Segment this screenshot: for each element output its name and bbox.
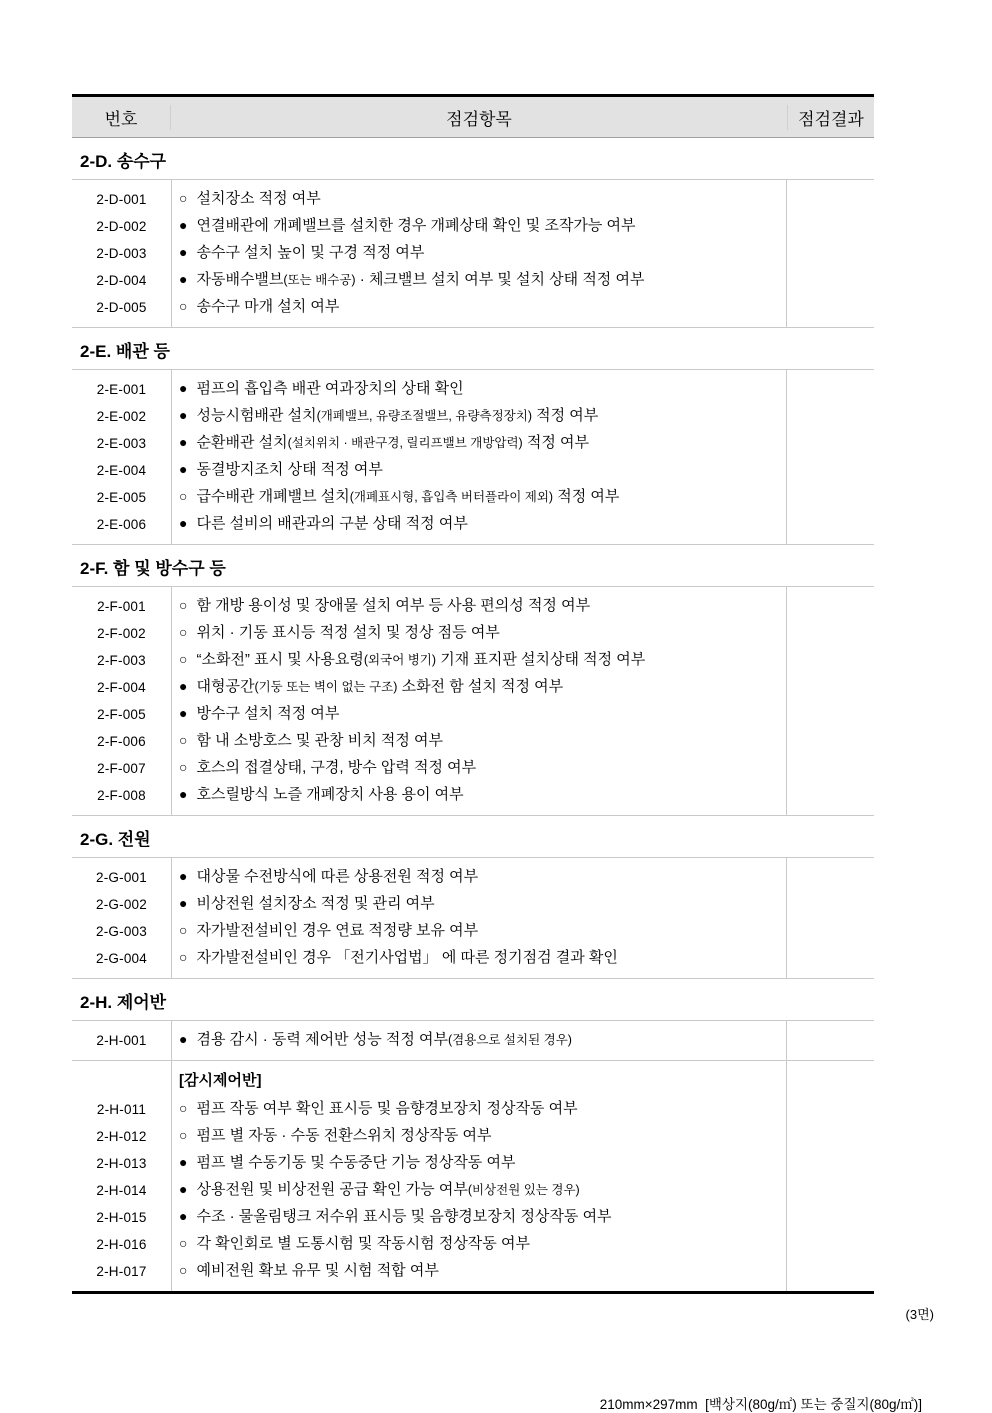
open-circle-marker: ○	[179, 759, 188, 776]
filled-circle-marker: ●	[179, 868, 188, 885]
section-title-2-G: 2-G. 전원	[72, 816, 874, 858]
checklist-row	[72, 918, 874, 945]
row-number: 2-E-004	[96, 463, 147, 478]
checklist-row	[72, 511, 874, 538]
row-item	[171, 1181, 787, 1200]
paper-spec-note: 210mm×297mm [백상지(80g/㎡) 또는 중질지(80g/㎡)]	[599, 1397, 922, 1412]
item-text: 자가발전설비인 경우 연료 적정량 보유 여부	[196, 922, 479, 940]
open-circle-marker: ○	[179, 190, 188, 207]
filled-circle-marker: ●	[179, 895, 188, 912]
row-item	[171, 1235, 787, 1254]
row-number: 2-F-001	[97, 599, 146, 614]
item-text: 소화전 함 설치 적정 여부	[397, 678, 564, 696]
checklist-row	[72, 891, 874, 918]
item-text: 적정 여부	[531, 407, 599, 425]
item-text: 연결배관에 개폐밸브를 설치한 경우 개폐상태 확인 및 조작가능 여부	[196, 217, 636, 235]
item-text: 자동배수밸브	[196, 271, 284, 289]
row-item	[171, 786, 787, 805]
row-number: 2-D-003	[96, 246, 147, 261]
row-item	[171, 298, 787, 317]
item-text: 급수배관 개폐밸브 설치	[196, 488, 350, 506]
checklist-row	[72, 403, 874, 430]
item-text: 수조 · 물올림탱크 저수위 표시등 및 음향경보장치 정상작동 여부	[196, 1208, 612, 1226]
row-number: 2-H-015	[96, 1210, 147, 1225]
row-number: 2-H-017	[96, 1264, 147, 1279]
section-title-2-F: 2-F. 함 및 방수구 등	[72, 545, 874, 587]
checklist-row	[72, 376, 874, 403]
row-item	[171, 624, 787, 643]
open-circle-marker: ○	[179, 1127, 188, 1144]
row-number: 2-H-011	[96, 1102, 147, 1117]
item-text: (외국어 병기)	[363, 653, 437, 668]
checklist-row	[72, 430, 874, 457]
row-item	[171, 1154, 787, 1173]
row-number: 2-F-007	[97, 761, 146, 776]
checklist-row	[72, 864, 874, 891]
row-item	[171, 1127, 787, 1146]
row-number: 2-F-004	[97, 680, 146, 695]
block-label-row	[72, 1067, 874, 1096]
open-circle-marker: ○	[179, 922, 188, 939]
item-text: 순환배관 설치	[196, 434, 288, 452]
row-number: 2-D-005	[96, 300, 147, 315]
checklist-row	[72, 647, 874, 674]
checklist-row	[72, 1177, 874, 1204]
item-text: 다른 설비의 배관과의 구분 상태 적정 여부	[196, 515, 468, 533]
row-item	[171, 678, 787, 697]
item-text: 위치 · 기동 표시등 적정 설치 및 정상 점등 여부	[196, 624, 500, 642]
row-item	[171, 1072, 787, 1091]
checklist-row	[72, 701, 874, 728]
checklist-row	[72, 1123, 874, 1150]
item-text: 기재 표지판 설치상태 적정 여부	[436, 651, 646, 669]
item-text: (개폐밸브, 유량조절밸브, 유량측정장치)	[316, 409, 532, 424]
filled-circle-marker: ●	[179, 1208, 188, 1225]
row-item	[171, 190, 787, 209]
item-text: 펌프의 흡입측 배관 여과장치의 상태 확인	[196, 380, 464, 398]
item-text: 펌프 작동 여부 확인 표시등 및 음향경보장치 정상작동 여부	[196, 1100, 578, 1118]
item-text: 대형공간	[196, 678, 255, 696]
row-item	[171, 732, 787, 751]
row-item	[171, 1031, 787, 1050]
filled-circle-marker: ●	[179, 244, 188, 261]
row-number: 2-E-001	[96, 382, 147, 397]
open-circle-marker: ○	[179, 1262, 188, 1279]
row-item	[171, 217, 787, 236]
row-number: 2-D-002	[96, 219, 147, 234]
item-text: · 체크밸브 설치 여부 및 설치 상태 적정 여부	[355, 271, 645, 289]
open-circle-marker: ○	[179, 1100, 188, 1117]
checklist-row	[72, 674, 874, 701]
row-item	[171, 461, 787, 480]
row-item	[171, 949, 787, 968]
table-header-row	[72, 97, 874, 138]
row-number: 2-E-003	[96, 436, 147, 451]
open-circle-marker: ○	[179, 488, 188, 505]
row-item	[171, 705, 787, 724]
section-block-2-H	[72, 1021, 874, 1061]
open-circle-marker: ○	[179, 949, 188, 966]
row-item	[171, 271, 787, 290]
checklist-row	[72, 1150, 874, 1177]
item-text: 비상전원 설치장소 적정 및 관리 여부	[196, 895, 435, 913]
item-text: (겸용으로 설치된 경우)	[448, 1033, 572, 1048]
section-block-2-G	[72, 858, 874, 979]
page-number-note: (3면)	[905, 1307, 934, 1322]
filled-circle-marker: ●	[179, 380, 188, 397]
row-number: 2-F-005	[97, 707, 146, 722]
checklist-row	[72, 240, 874, 267]
row-number: 2-G-003	[96, 924, 147, 939]
item-text: 함 개방 용이성 및 장애물 설치 여부 등 사용 편의성 적정 여부	[196, 597, 591, 615]
checklist-row	[72, 1231, 874, 1258]
item-text: (또는 배수공)	[283, 273, 356, 288]
filled-circle-marker: ●	[179, 1154, 188, 1171]
item-text: 설치장소 적정 여부	[196, 190, 321, 208]
item-text: 상용전원 및 비상전원 공급 확인 가능 여부	[196, 1181, 468, 1199]
filled-circle-marker: ●	[179, 407, 188, 424]
filled-circle-marker: ●	[179, 271, 188, 288]
row-number: 2-G-001	[96, 870, 147, 885]
item-text: 방수구 설치 적정 여부	[196, 705, 340, 723]
filled-circle-marker: ●	[179, 705, 188, 722]
row-item	[171, 759, 787, 778]
item-text: 송수구 마개 설치 여부	[196, 298, 340, 316]
item-text: 적정 여부	[522, 434, 590, 452]
checklist-row	[72, 620, 874, 647]
row-item	[171, 434, 787, 453]
row-item	[171, 244, 787, 263]
checklist-row	[72, 1027, 874, 1054]
row-number: 2-E-005	[96, 490, 147, 505]
checklist-row	[72, 755, 874, 782]
row-number: 2-F-008	[97, 788, 146, 803]
item-text: 대상물 수전방식에 따른 상용전원 적정 여부	[196, 868, 479, 886]
row-number: 2-F-006	[97, 734, 146, 749]
row-number: 2-F-002	[97, 626, 146, 641]
checklist-row	[72, 1258, 874, 1285]
item-text: 호스의 접결상태, 구경, 방수 압력 적정 여부	[196, 759, 477, 777]
section-title-2-E: 2-E. 배관 등	[72, 328, 874, 370]
item-text: (기둥 또는 벽이 없는 구조)	[254, 680, 398, 695]
row-number: 2-F-003	[97, 653, 146, 668]
checklist-row	[72, 186, 874, 213]
section-block-2-E	[72, 370, 874, 545]
open-circle-marker: ○	[179, 597, 188, 614]
item-text: 펌프 별 자동 · 수동 전환스위치 정상작동 여부	[196, 1127, 492, 1145]
open-circle-marker: ○	[179, 651, 188, 668]
filled-circle-marker: ●	[179, 434, 188, 451]
row-item	[171, 895, 787, 914]
item-text: 각 확인회로 별 도통시험 및 작동시험 정상작동 여부	[196, 1235, 530, 1253]
filled-circle-marker: ●	[179, 1181, 188, 1198]
filled-circle-marker: ●	[179, 515, 188, 532]
filled-circle-marker: ●	[179, 786, 188, 803]
filled-circle-marker: ●	[179, 1031, 188, 1048]
checklist-row	[72, 267, 874, 294]
checklist-row	[72, 1096, 874, 1123]
checklist-row	[72, 945, 874, 972]
checklist-row	[72, 1204, 874, 1231]
row-item	[171, 1262, 787, 1281]
row-number: 2-H-001	[96, 1033, 147, 1048]
row-item	[171, 407, 787, 426]
column-header-item: 점검항목	[446, 109, 512, 129]
checklist-row	[72, 457, 874, 484]
item-text: 함 내 소방호스 및 관창 비치 적정 여부	[196, 732, 443, 750]
item-text: (비상전원 있는 경우)	[467, 1183, 580, 1198]
section-title-2-H: 2-H. 제어반	[72, 979, 874, 1021]
block-label: [감시제어반]	[179, 1072, 262, 1090]
item-text: 겸용 감시 · 동력 제어반 성능 적정 여부	[196, 1031, 448, 1049]
checklist-row	[72, 782, 874, 809]
checklist-row	[72, 728, 874, 755]
row-item	[171, 380, 787, 399]
item-text: 예비전원 확보 유무 및 시험 적합 여부	[196, 1262, 439, 1280]
checklist-row	[72, 593, 874, 620]
checklist-row	[72, 213, 874, 240]
row-number: 2-G-004	[96, 951, 147, 966]
checklist-table	[72, 94, 874, 1294]
row-item	[171, 651, 787, 670]
open-circle-marker: ○	[179, 1235, 188, 1252]
row-number: 2-H-012	[96, 1129, 147, 1144]
row-number: 2-E-006	[96, 517, 147, 532]
item-text: 호스릴방식 노즐 개폐장치 사용 용이 여부	[196, 786, 464, 804]
item-text: “소화전” 표시 및 사용요령	[196, 651, 364, 669]
row-item	[171, 922, 787, 941]
row-number: 2-H-014	[96, 1183, 147, 1198]
row-number: 2-H-016	[96, 1237, 147, 1252]
item-text: 펌프 별 수동기동 및 수동중단 기능 정상작동 여부	[196, 1154, 516, 1172]
column-header-number: 번호	[72, 105, 171, 130]
open-circle-marker: ○	[179, 298, 188, 315]
filled-circle-marker: ●	[179, 217, 188, 234]
checklist-row	[72, 294, 874, 321]
checklist-body	[72, 138, 874, 1291]
item-text: 자가발전설비인 경우 「전기사업법」 에 따른 정기점검 결과 확인	[196, 949, 618, 967]
row-item	[171, 515, 787, 534]
row-number: 2-G-002	[96, 897, 147, 912]
item-text: (설치위치 · 배관구경, 릴리프밸브 개방압력)	[287, 436, 523, 451]
row-item	[171, 597, 787, 616]
open-circle-marker: ○	[179, 624, 188, 641]
row-item	[171, 1100, 787, 1119]
row-number: 2-D-001	[96, 192, 147, 207]
filled-circle-marker: ●	[179, 678, 188, 695]
checklist-row	[72, 484, 874, 511]
row-number: 2-H-013	[96, 1156, 147, 1171]
row-item	[171, 868, 787, 887]
item-text: 송수구 설치 높이 및 구경 적정 여부	[196, 244, 425, 262]
section-title-2-D: 2-D. 송수구	[72, 138, 874, 180]
filled-circle-marker: ●	[179, 461, 188, 478]
item-text: (개폐표시형, 흡입측 버터플라이 제외)	[349, 490, 554, 505]
item-text: 동결방지조치 상태 적정 여부	[196, 461, 383, 479]
item-text: 적정 여부	[553, 488, 620, 506]
section-block-2-D	[72, 180, 874, 328]
section-block-2-F	[72, 587, 874, 816]
row-number: 2-E-002	[96, 409, 147, 424]
item-text: 성능시험배관 설치	[196, 407, 317, 425]
row-item	[171, 1208, 787, 1227]
column-header-result: 점검결과	[787, 105, 874, 130]
row-item	[171, 488, 787, 507]
row-number: 2-D-004	[96, 273, 147, 288]
section-block-2-H	[72, 1061, 874, 1291]
open-circle-marker: ○	[179, 732, 188, 749]
